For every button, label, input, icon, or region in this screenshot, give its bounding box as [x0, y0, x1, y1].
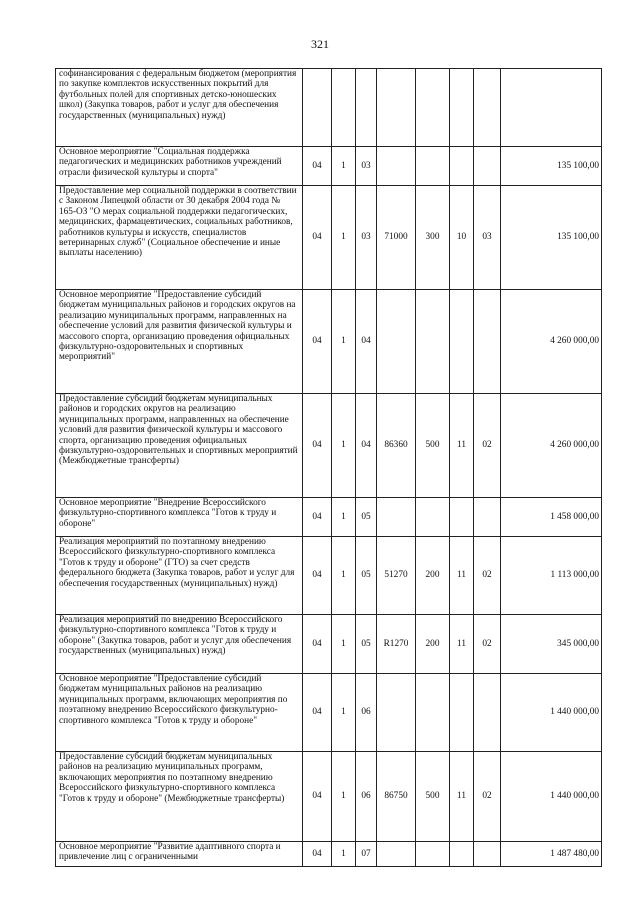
code-section: 11	[450, 752, 474, 842]
row-description: Основное мероприятие "Предоставление субсидий бюджетам муниципальных районов на реализацию муниципальных программ, включающих мероприятия по поэтапному внедрению Всероссийского физкультурно-спортивного комплекса "Готов к труду и обороне"	[56, 674, 303, 752]
page-number: 321	[311, 37, 329, 51]
code-expense-type	[416, 290, 450, 394]
code-direction	[377, 674, 416, 752]
code-subsection: 02	[474, 615, 501, 674]
table-row	[56, 498, 602, 537]
code-subprogram: 1	[332, 394, 356, 498]
row-amount: 345 000,00	[501, 615, 602, 674]
code-section	[450, 69, 474, 147]
code-subsection: 02	[474, 394, 501, 498]
code-section	[450, 498, 474, 537]
code-main-event: 06	[356, 752, 377, 842]
code-main-event: 05	[356, 615, 377, 674]
row-amount: 1 458 000,00	[501, 498, 602, 537]
code-main-event: 04	[356, 290, 377, 394]
code-expense-type	[416, 842, 450, 867]
code-direction	[377, 498, 416, 537]
code-subprogram: 1	[332, 290, 356, 394]
code-subprogram: 1	[332, 498, 356, 537]
code-direction: 86750	[377, 752, 416, 842]
code-direction: 71000	[377, 186, 416, 290]
code-section	[450, 290, 474, 394]
code-subsection: 03	[474, 186, 501, 290]
code-section: 11	[450, 537, 474, 615]
table-row	[56, 69, 602, 147]
table-body	[56, 69, 602, 867]
code-program	[303, 69, 332, 147]
row-description: Предоставление субсидий бюджетам муниципальных районов на реализацию муниципальных программ, включающих мероприятия по поэтапному внедрению Всероссийского физкультурно-спортивного комплекса "Готов к труду и обороне" (Межбюджетные трансферты)	[56, 752, 303, 842]
row-description: Основное мероприятие "Внедрение Всероссийского физкультурно-спортивного комплекса "Готов к труду и обороне"	[56, 498, 303, 537]
code-section	[450, 674, 474, 752]
table-row	[56, 674, 602, 752]
row-amount: 4 260 000,00	[501, 290, 602, 394]
code-direction	[377, 842, 416, 867]
code-direction	[377, 290, 416, 394]
code-section: 11	[450, 394, 474, 498]
code-program: 04	[303, 752, 332, 842]
code-program: 04	[303, 147, 332, 186]
code-main-event	[356, 69, 377, 147]
budget-table	[55, 68, 602, 867]
code-main-event: 05	[356, 498, 377, 537]
code-main-event: 07	[356, 842, 377, 867]
table-row	[56, 615, 602, 674]
row-amount: 1 440 000,00	[501, 752, 602, 842]
code-subsection: 02	[474, 537, 501, 615]
row-amount: 135 100,00	[501, 186, 602, 290]
code-expense-type	[416, 147, 450, 186]
code-subsection	[474, 674, 501, 752]
code-expense-type: 500	[416, 394, 450, 498]
code-direction: 86360	[377, 394, 416, 498]
row-amount	[501, 69, 602, 147]
table-row	[56, 842, 602, 867]
code-program: 04	[303, 394, 332, 498]
code-program: 04	[303, 498, 332, 537]
code-program: 04	[303, 842, 332, 867]
code-main-event: 03	[356, 186, 377, 290]
code-subprogram: 1	[332, 147, 356, 186]
code-direction: 51270	[377, 537, 416, 615]
code-subprogram	[332, 69, 356, 147]
row-amount: 135 100,00	[501, 147, 602, 186]
code-expense-type	[416, 498, 450, 537]
table-row	[56, 537, 602, 615]
code-subprogram: 1	[332, 186, 356, 290]
row-amount: 1 113 000,00	[501, 537, 602, 615]
code-main-event: 04	[356, 394, 377, 498]
code-expense-type	[416, 674, 450, 752]
table-row	[56, 290, 602, 394]
table-row	[56, 186, 602, 290]
code-subsection	[474, 69, 501, 147]
code-section	[450, 842, 474, 867]
code-expense-type: 200	[416, 537, 450, 615]
table-row	[56, 147, 602, 186]
code-program: 04	[303, 674, 332, 752]
code-subprogram: 1	[332, 537, 356, 615]
row-description: софинансирования с федеральным бюджетом (мероприятия по закупке комплектов искусственных покрытий для футбольных полей для спортивных детско-юношеских школ) (Закупка товаров, работ и услуг для обеспечения государственных (муниципальных) нужд)	[56, 69, 303, 147]
row-amount: 4 260 000,00	[501, 394, 602, 498]
row-description: Предоставление субсидий бюджетам муниципальных районов и городских округов на реализацию муниципальных программ, направленных на обеспечение условий для развития физической культуры и массового спорта, организацию проведения официальных физкультурно-оздоровительных и спортивных мероприятий (Межбюджетные трансферты)	[56, 394, 303, 498]
code-expense-type: 200	[416, 615, 450, 674]
code-main-event: 06	[356, 674, 377, 752]
code-subsection	[474, 147, 501, 186]
row-description: Предоставление мер социальной поддержки в соответствии с Законом Липецкой области от 30 декабря 2004 года № 165-ОЗ "О мерах социальной поддержки педагогических, медицинских, фармацевтических, социальных работников, работников культуры и искусств, специалистов ветеринарных служб" (Социальное обеспечение и иные выплаты населению)	[56, 186, 303, 290]
code-subsection	[474, 842, 501, 867]
row-description: Реализация мероприятий по поэтапному внедрению Всероссийского физкультурно-спортивного комплекса "Готов к труду и обороне" (ГТО) за счет средств федерального бюджета (Закупка товаров, работ и услуг для обеспечения государственных (муниципальных) нужд)	[56, 537, 303, 615]
code-program: 04	[303, 537, 332, 615]
code-program: 04	[303, 615, 332, 674]
code-subsection	[474, 498, 501, 537]
row-amount: 1 440 000,00	[501, 674, 602, 752]
code-program: 04	[303, 186, 332, 290]
code-direction	[377, 69, 416, 147]
table-row	[56, 752, 602, 842]
code-direction	[377, 147, 416, 186]
code-expense-type: 300	[416, 186, 450, 290]
row-description: Основное мероприятие "Предоставление субсидий бюджетам муниципальных районов и городских округов на реализацию муниципальных программ, направленных на обеспечение условий для развития физической культуры и массового спорта, организацию проведения официальных физкультурно-оздоровительных и спортивных мероприятий"	[56, 290, 303, 394]
row-description: Реализация мероприятий по внедрению Всероссийского физкультурно-спортивного комплекса "Готов к труду и обороне" (Закупка товаров, работ и услуг для обеспечения государственных (муниципальных) нужд)	[56, 615, 303, 674]
row-amount: 1 487 480,00	[501, 842, 602, 867]
code-subsection: 02	[474, 752, 501, 842]
code-subsection	[474, 290, 501, 394]
row-description: Основное мероприятие "Социальная поддержка педагогических и медицинских работников учреждений отрасли физической культуры и спорта"	[56, 147, 303, 186]
code-section: 11	[450, 615, 474, 674]
code-main-event: 05	[356, 537, 377, 615]
code-subprogram: 1	[332, 752, 356, 842]
code-program: 04	[303, 290, 332, 394]
row-description: Основное мероприятие "Развитие адаптивного спорта и привлечение лиц с ограниченными	[56, 842, 303, 867]
code-section	[450, 147, 474, 186]
code-subprogram: 1	[332, 842, 356, 867]
table-row	[56, 394, 602, 498]
code-section: 10	[450, 186, 474, 290]
code-subprogram: 1	[332, 615, 356, 674]
code-subprogram: 1	[332, 674, 356, 752]
code-expense-type: 500	[416, 752, 450, 842]
code-main-event: 03	[356, 147, 377, 186]
code-direction: R1270	[377, 615, 416, 674]
code-expense-type	[416, 69, 450, 147]
